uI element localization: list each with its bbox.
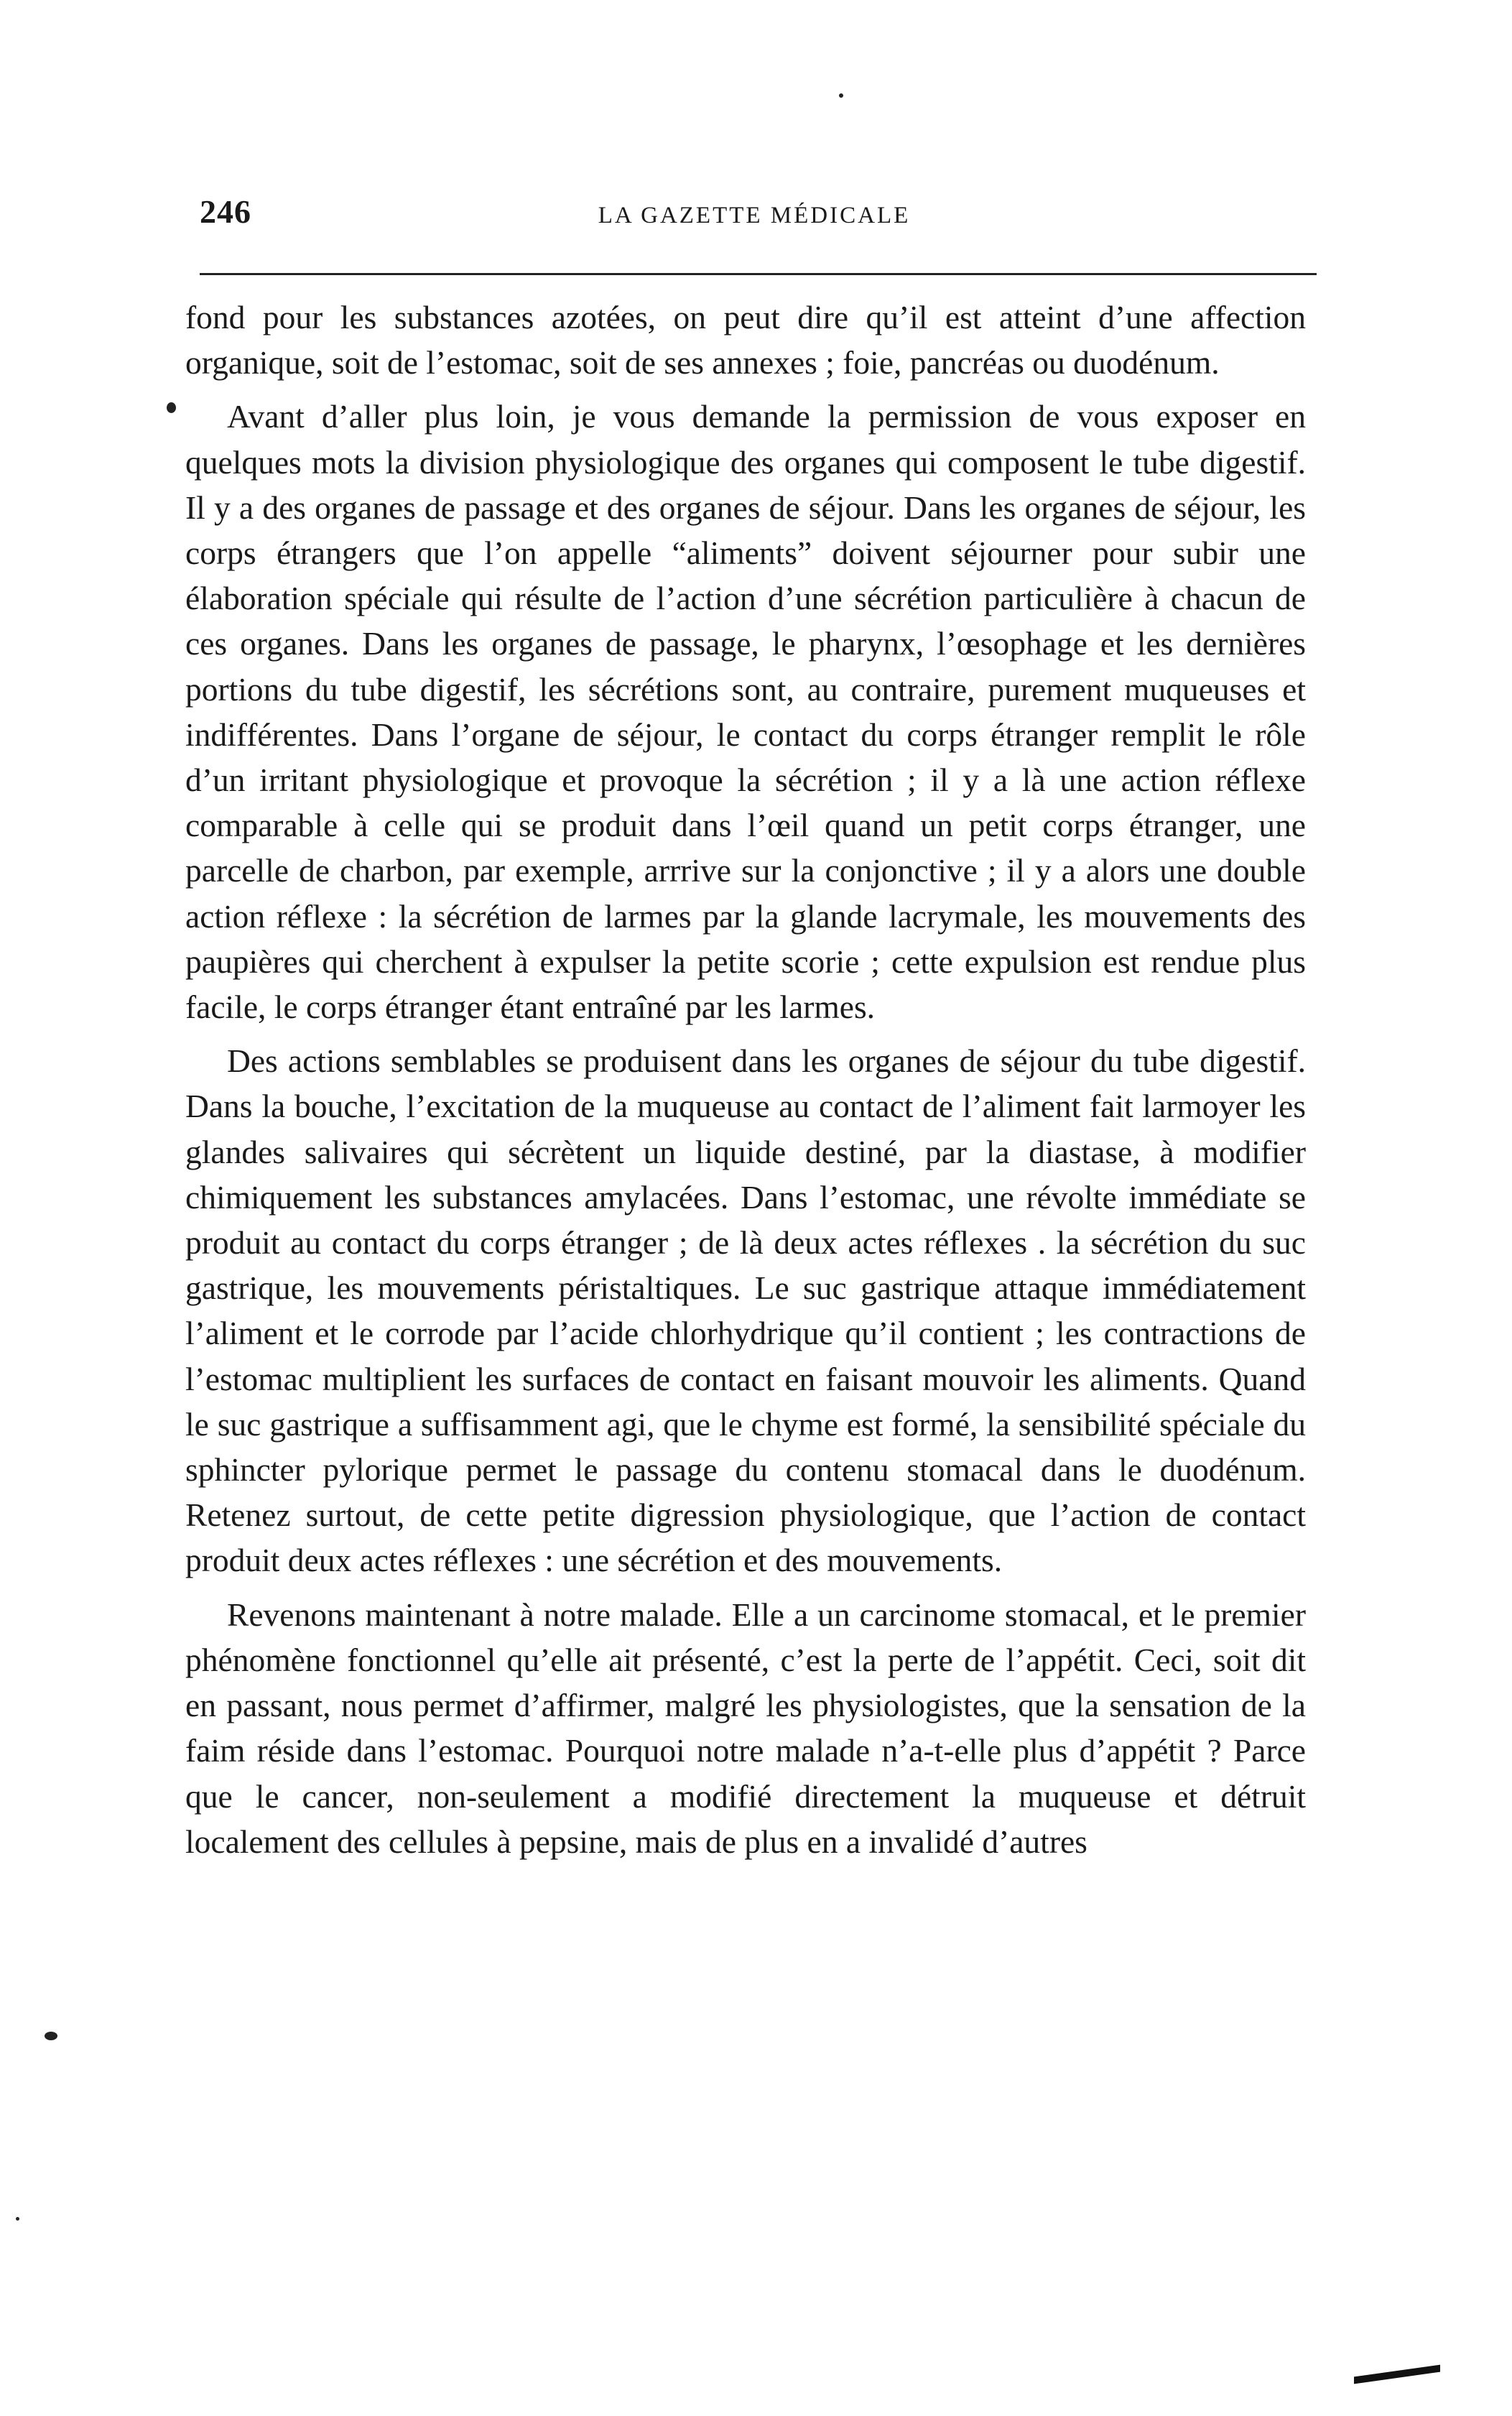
running-head: [194, 193, 1314, 243]
scan-speck: [45, 2032, 57, 2040]
scan-speck: [839, 93, 843, 98]
page-number: 246: [200, 193, 251, 230]
header-rule: [200, 273, 1317, 275]
paragraph-patient-case: Revenons maintenant à notre malade. Elle a un carcinome stomacal, et le premier phénomène fonctionnel qu’elle ait présenté, c’est la perte de l’appétit. Ceci, soit dit en passant, nous permet d’affirmer, malgré les physiologistes, que la sensation de la faim réside dans l’estomac. Pourquoi notre malade n’a-t-elle plus d’appétit ? Parce que le cancer, non-seulement a modifié directement la muqueuse et détruit localement des cellules à pepsine, mais de plus en a invalidé d’autres: [185, 1596, 1306, 1860]
journal-title: LA GAZETTE MÉDICALE: [598, 203, 911, 228]
paragraph-continuation: fond pour les substances azotées, on peut dire qu’il est atteint d’une affection organique, soit de l’estomac, soit de ses annexes ; foie, pancréas ou duodénum.: [185, 299, 1306, 381]
paragraph-reflex-actions: Des actions semblables se produisent dans les organes de séjour du tube digestif. Dans la bouche, l’excitation de la muqueuse au contact de l’aliment fait larmoyer les glandes salivaires qui sécrètent un liquide destiné, par la diastase, à modifier chimiquement les substances amylacées. Dans l’estomac, une révolte immédiate se produit au contact du corps étranger ; de là deux actes réflexes . la sécrétion du suc gastrique, les mouvements péristaltiques. Le suc gastrique attaque immédiatement l’aliment et le corrode par l’acide chlorhydrique qu’il contient ; les contractions de l’estomac multiplient les surfaces de contact en faisant mouvoir les aliments. Quand le suc gastrique a suffisamment agi, que le chyme est formé, la sensibilité spéciale du sphincter pylorique permet le passage du contenu stomacal dans le duodénum. Retenez surtout, de cette petite digression physiologique, que l’action de contact produit deux actes réflexes : une sécrétion et des mouvements.: [185, 1042, 1306, 1579]
body-text: [185, 295, 1306, 1864]
scan-mark: [1354, 2365, 1440, 2384]
scan-speck: [16, 2217, 19, 2221]
scan-speck: [167, 402, 176, 413]
paragraph-digestive-organs: Avant d’aller plus loin, je vous demande la permission de vous exposer en quelques mots la division physiologique des organes qui composent le tube digestif. Il y a des organes de passage et des organes de séjour. Dans les organes de séjour, les corps étrangers que l’on appelle “aliments” doivent séjourner pour subir une élaboration spéciale qui résulte de l’action d’une sécrétion particulière à chacun de ces organes. Dans les organes de passage, le pharynx, l’œsophage et les dernières portions du tube digestif, les sécrétions sont, au contraire, purement muqueuses et indifférentes. Dans l’organe de séjour, le contact du corps étranger remplit le rôle d’un irritant physiologique et provoque la sécrétion ; il y a là une action réflexe comparable à celle qui se produit dans l’œil quand un petit corps étranger, une parcelle de charbon, par exemple, arrrive sur la conjonctive ; il y a alors une double action réflexe : la sécrétion de larmes par la glande lacrymale, les mouvements des paupières qui cherchent à expulser la petite scorie ; cette expulsion est rendue plus facile, le corps étranger étant entraîné par les larmes.: [185, 398, 1306, 1026]
